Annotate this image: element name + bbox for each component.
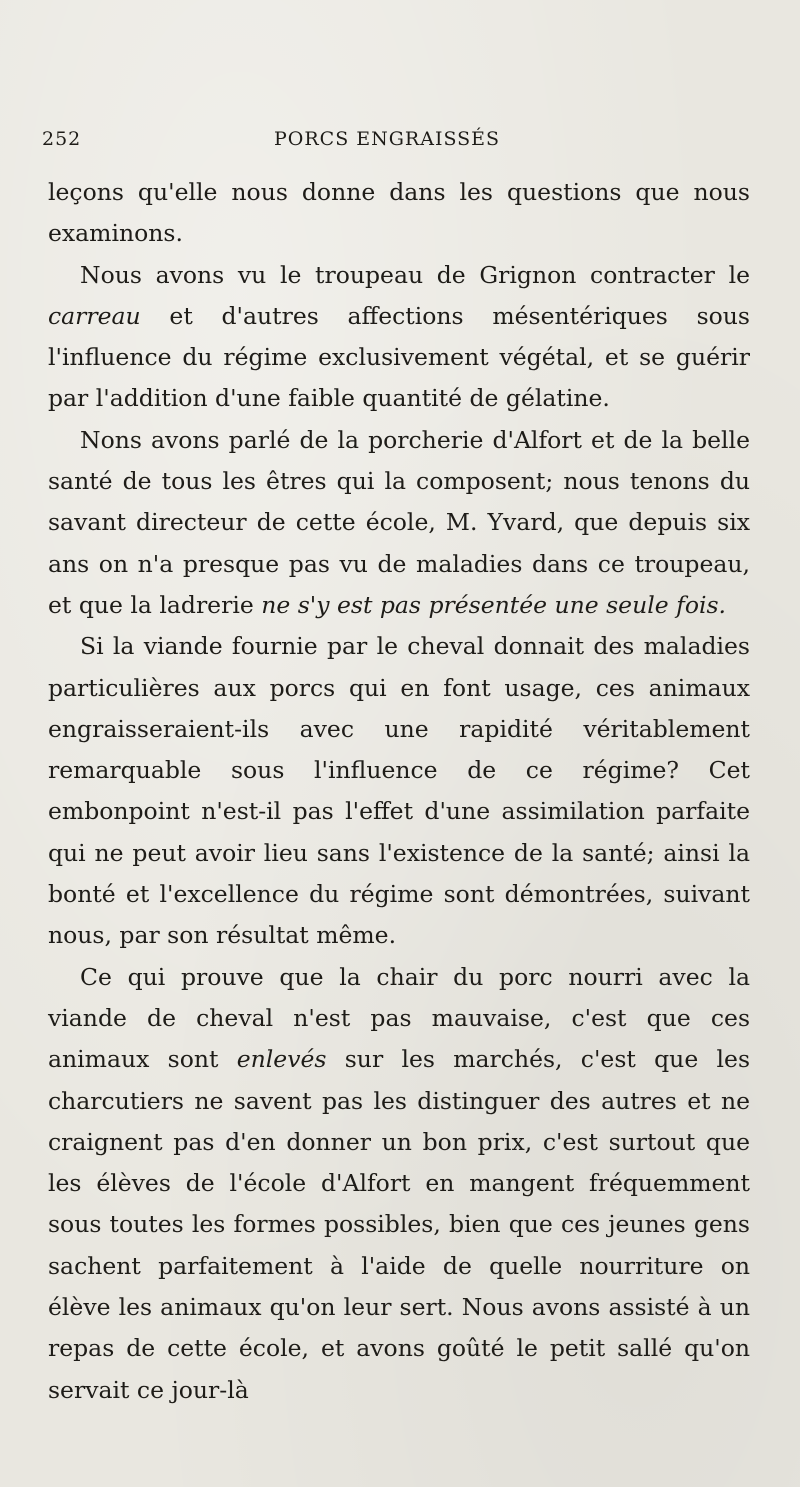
- italic-term-enleves: enlevés: [236, 1045, 327, 1074]
- paragraph-2: [48, 255, 750, 420]
- page-header: [42, 128, 742, 164]
- text-run: Nous avons vu le troupeau de Grignon contracter le: [80, 260, 750, 289]
- running-head: PORCS ENGRAISSÉS: [274, 128, 501, 150]
- italic-quote: ne s'y est pas présentée une seule fois.: [261, 590, 727, 619]
- italic-term-carreau: carreau: [48, 301, 141, 330]
- paragraph-3: [48, 420, 750, 626]
- body-text: [48, 172, 750, 1411]
- text-run: et d'autres affections mésentériques sous l'influence du régime exclusivement végétal, et se guérir par l'addition d'une faible quantité de gélatine.: [48, 301, 750, 413]
- text-run: Nons avons parlé de la porcherie d'Alfort et de la belle santé de tous les êtres qui la composent; nous tenons du savant directeur de cette école, M. Yvard, que depuis six ans on n'a presque pas vu de maladies dans ce troupeau, et que la ladrerie: [48, 425, 750, 619]
- paragraph-5: [48, 957, 750, 1411]
- text-run: Ce qui prouve que la chair du porc nourri avec la viande de cheval n'est pas mauvaise, c'est que ces animaux sont: [48, 962, 750, 1074]
- paragraph-4: [48, 626, 750, 956]
- text-run: Si la viande fournie par le cheval donnait des maladies particulières aux porcs qui en font usage, ces animaux engraisseraient-ils avec une rapidité véritablement remarquable sous l'influence de ce régime? Cet embonpoint n'est-il pas l'effet d'une assimilation parfaite qui ne peut avoir lieu sans l'existence de la santé; ainsi la bonté et l'excellence du régime sont démontrées, suivant nous, par son résultat même.: [48, 632, 750, 950]
- page-number: 252: [42, 128, 82, 150]
- paragraph-1: [48, 172, 750, 255]
- text-run: sur les marchés, c'est que les charcutiers ne savent pas les distinguer des autres et ne craignent pas d'en donner un bon prix, c'est surtout que les élèves de l'école d'Alfort en mangent fréquemment sous toutes les formes possibles, bien que ces jeunes gens sachent parfaitement à l'aide de quelle nourriture on élève les animaux qu'on leur sert. Nous avons assisté à un repas de cette école, et avons goûté le petit sallé qu'on servait ce jour-là: [48, 1045, 751, 1404]
- text-run: leçons qu'elle nous donne dans les questions que nous examinons.: [48, 178, 750, 248]
